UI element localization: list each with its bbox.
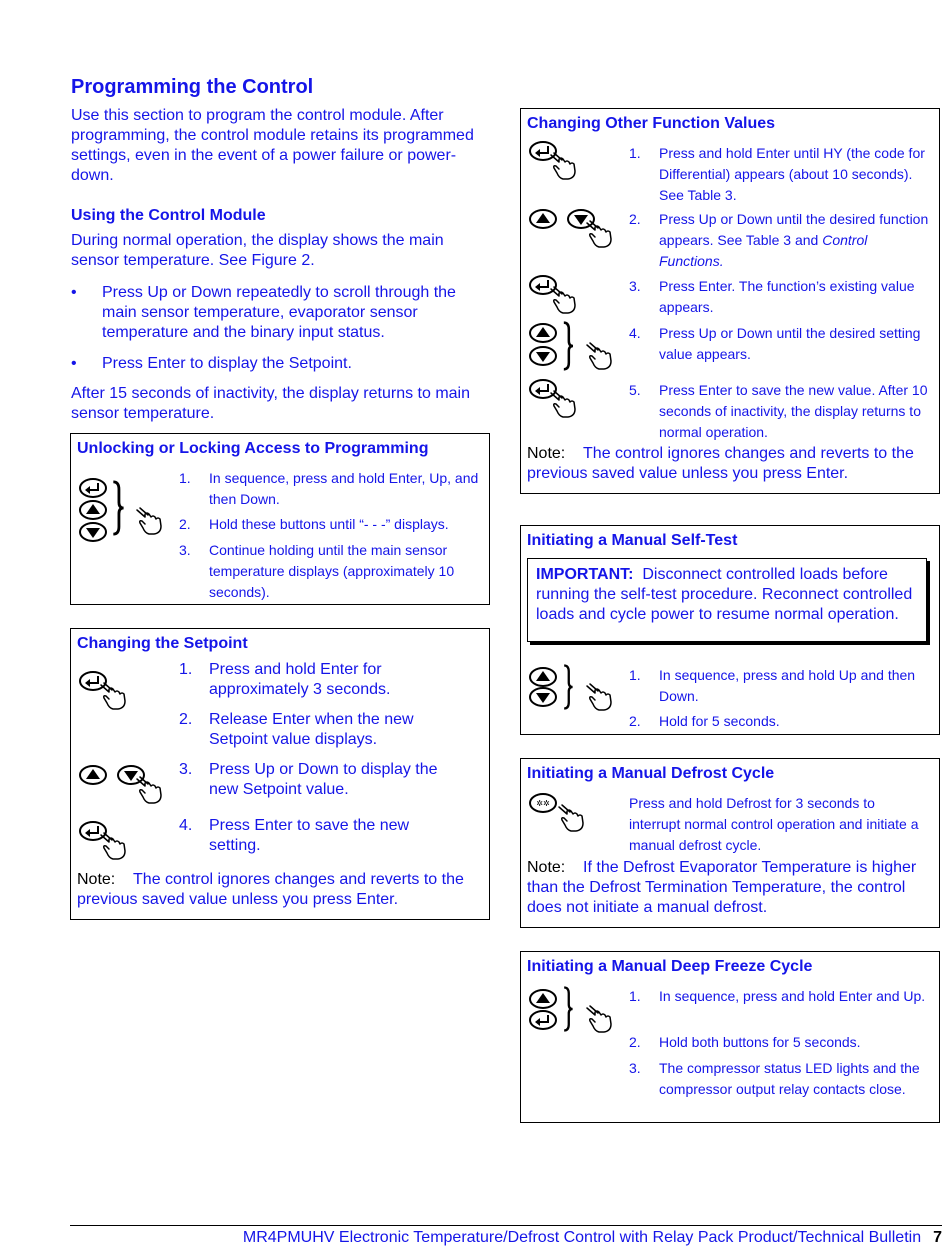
bullet-icon: •	[71, 355, 77, 372]
list-item: 3. Continue holding until the main sensor temperature displays (approximately 10 seconds).	[179, 542, 455, 600]
defrost-button-icon	[529, 793, 557, 813]
bullet-item: • Press Enter to display the Setpoint.	[71, 355, 352, 372]
footer-text: MR4PMUHV Electronic Temperature/Defrost Control with Relay Pack Product/Technical Bulletin	[242, 1229, 922, 1246]
brace-icon	[561, 321, 575, 371]
enter-button-icon	[529, 1010, 557, 1030]
list-item: 1. In sequence, press and hold Up and then Down.	[629, 667, 916, 704]
setpoint-title: Changing the Setpoint	[77, 635, 248, 652]
bullet-item: • Press Up or Down repeatedly to scroll through the main sensor temperature, evaporator sensor temperature and the binary input status.	[71, 284, 456, 341]
pointing-hand-icon	[133, 775, 163, 805]
deep-freeze-box	[520, 951, 940, 1123]
up-button-icon	[79, 765, 107, 785]
intro-paragraph: Use this section to program the control module. After programming, the control module retains its programmed settings, even in the event of a power failure or power-down.	[71, 107, 474, 184]
defrost-text: Press and hold Defrost for 3 seconds to interrupt normal control operation and initiate a manual defrost cycle.	[629, 795, 919, 853]
up-button-icon	[529, 667, 557, 687]
using-text: During normal operation, the display shows the main sensor temperature. See Figure 2.	[71, 232, 444, 269]
up-button-icon	[529, 209, 557, 229]
list-item: 1. Press and hold Enter for approximately 3 seconds.	[179, 661, 391, 698]
self-test-title: Initiating a Manual Self-Test	[527, 532, 738, 549]
defrost-note: Note: If the Defrost Evaporator Temperature is higher than the Defrost Termination Temperature, the control does not initiate a manual defrost.	[527, 859, 917, 916]
other-title: Changing Other Function Values	[527, 115, 776, 132]
brace-icon	[561, 664, 575, 710]
pointing-hand-icon	[547, 389, 577, 419]
list-item: 2. Hold for 5 seconds.	[629, 713, 780, 729]
pointing-hand-icon	[555, 803, 585, 833]
setpoint-box	[70, 628, 490, 920]
other-functions-box	[520, 108, 940, 494]
after-text: After 15 seconds of inactivity, the display returns to main sensor temperature.	[71, 385, 471, 422]
list-item: 2. Hold both buttons for 5 seconds.	[629, 1034, 861, 1050]
list-item: 5. Press Enter to save the new value. After 10 seconds of inactivity, the display returns to normal operation.	[629, 382, 928, 440]
footer-rule	[70, 1225, 942, 1226]
list-item: 1. Press and hold Enter until HY (the code for Differential) appears (about 10 seconds). See Table 3.	[629, 145, 925, 203]
list-item: 1. In sequence, press and hold Enter, Up, and then Down.	[179, 470, 479, 507]
pointing-hand-icon	[583, 219, 613, 249]
defrost-title: Initiating a Manual Defrost Cycle	[527, 765, 775, 782]
list-item: 3. Press Enter. The function’s existing value appears.	[629, 278, 915, 315]
defrost-box	[520, 758, 940, 928]
list-item: 4. Press Up or Down until the desired setting value appears.	[629, 325, 921, 362]
up-button-icon	[529, 323, 557, 343]
down-button-icon	[529, 346, 557, 366]
up-button-icon	[529, 989, 557, 1009]
deep-freeze-title: Initiating a Manual Deep Freeze Cycle	[527, 958, 813, 975]
pointing-hand-icon	[547, 285, 577, 315]
unlock-title: Unlocking or Locking Access to Programming	[77, 440, 429, 457]
self-test-box	[520, 525, 940, 735]
pointing-hand-icon	[583, 341, 613, 371]
brace-icon	[111, 480, 125, 536]
unlock-box	[70, 433, 490, 605]
pointing-hand-icon	[547, 151, 577, 181]
enter-button-icon	[79, 478, 107, 498]
footer	[243, 1229, 942, 1247]
list-item: 2. Press Up or Down until the desired function appears. See Table 3 and Control Functions.	[629, 211, 929, 269]
list-item: 3. Press Up or Down to display the new Setpoint value.	[179, 761, 438, 798]
up-button-icon	[79, 500, 107, 520]
list-item: 2. Hold these buttons until “- - -” displays.	[179, 516, 449, 532]
list-item: 2. Release Enter when the new Setpoint value displays.	[179, 711, 414, 748]
pointing-hand-icon	[97, 681, 127, 711]
down-button-icon	[79, 522, 107, 542]
important-callout: IMPORTANT: Disconnect controlled loads before running the self-test procedure. Reconnect controlled loads and cycle power to resume normal operation.	[527, 558, 927, 642]
setpoint-note: Note: The control ignores changes and reverts to the previous saved value unless you press Enter.	[77, 871, 464, 908]
brace-icon	[561, 986, 575, 1032]
list-item: 4. Press Enter to save the new setting.	[179, 817, 410, 854]
list-item: 3. The compressor status LED lights and the compressor output relay contacts close.	[629, 1060, 920, 1097]
pointing-hand-icon	[133, 506, 163, 536]
page-number: 7	[933, 1229, 942, 1246]
other-note: Note: The control ignores changes and reverts to the previous saved value unless you press Enter.	[527, 445, 914, 482]
bullet-icon: •	[71, 284, 77, 301]
pointing-hand-icon	[97, 831, 127, 861]
pointing-hand-icon	[583, 682, 613, 712]
page-title: Programming the Control	[71, 76, 314, 98]
list-item: 1. In sequence, press and hold Enter and Up.	[629, 988, 926, 1004]
using-heading: Using the Control Module	[71, 207, 266, 224]
down-button-icon	[529, 687, 557, 707]
pointing-hand-icon	[583, 1004, 613, 1034]
